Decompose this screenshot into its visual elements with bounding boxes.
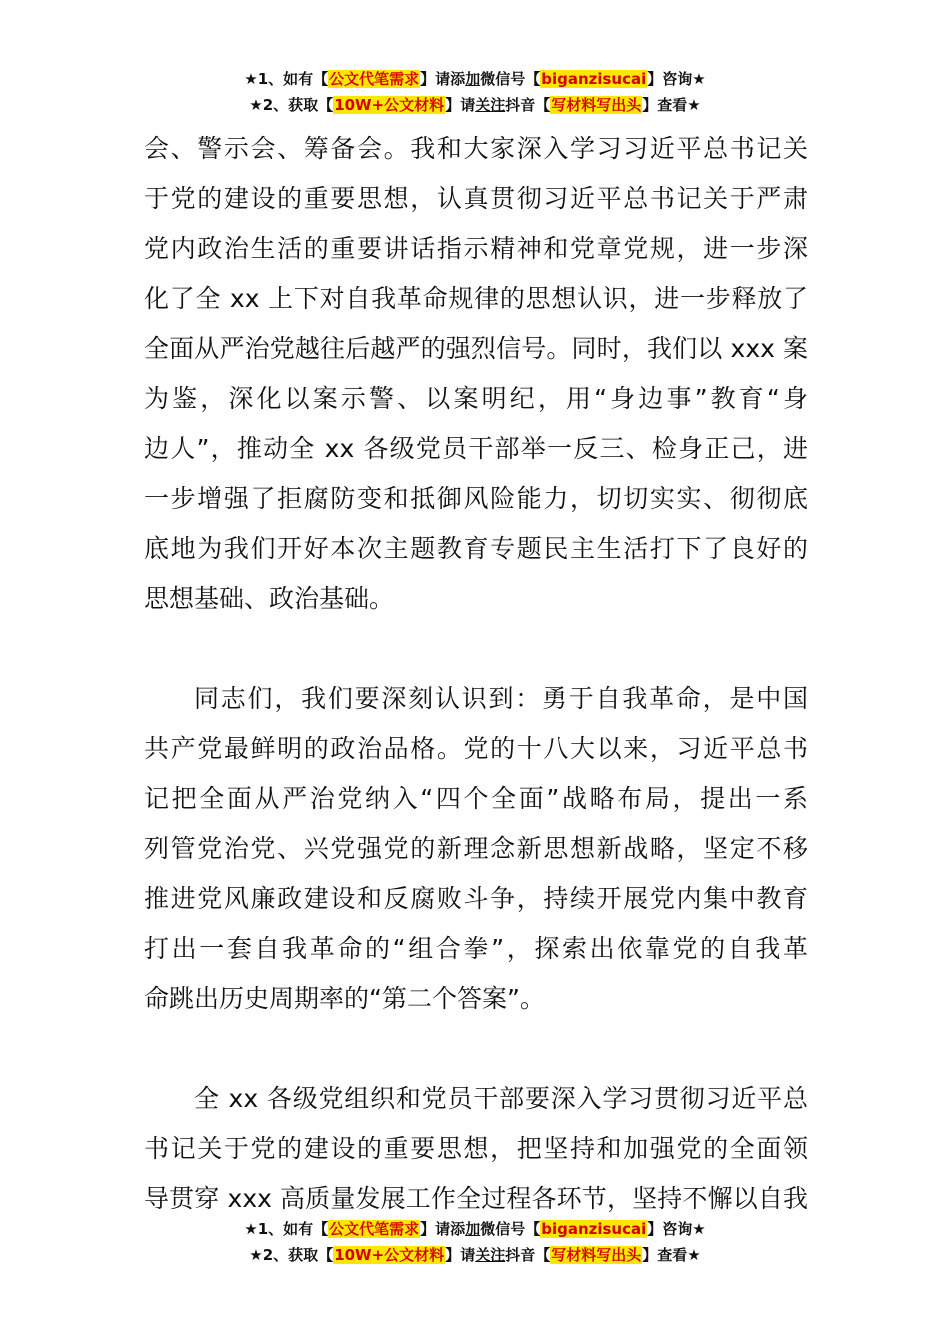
highlight-douyin-account: 写材料写出头 bbox=[551, 96, 642, 114]
text-line: 一步增强了拒腐防变和抵御风险能力，切切实实、彻彻底 bbox=[144, 484, 808, 513]
text-line: 打出一套自我革命的“组合拳”，探索出依靠党的自我革 bbox=[144, 934, 808, 963]
text-line: 列管党治党、兴党强党的新理念新思想新战略，坚定不移 bbox=[144, 834, 808, 863]
highlight-wechat-id: biganzisucai bbox=[541, 1220, 647, 1238]
text-line: 底地为我们开好本次主题教育专题民主生活打下了良好的 bbox=[144, 534, 808, 563]
text-line: 思想基础、政治基础。 bbox=[144, 584, 395, 613]
text-line: 边人”，推动全 xx 各级党员干部举一反三、检身正己，进 bbox=[144, 434, 808, 463]
text-line: 命跳出历史周期率的“第二个答案”。 bbox=[144, 984, 545, 1013]
highlight-service: 公文代笔需求 bbox=[329, 70, 420, 88]
text-line: 全 xx 各级党组织和党员干部要深入学习贯彻习近平总 bbox=[194, 1084, 808, 1113]
highlight-wechat-id: biganzisucai bbox=[541, 70, 647, 88]
paragraph-2 bbox=[144, 674, 808, 1024]
text-line: 全面从严治党越往后越严的强烈信号。同时，我们以 xxx 案 bbox=[144, 334, 808, 363]
text-line: 同志们，我们要深刻认识到：勇于自我革命，是中国 bbox=[194, 684, 808, 713]
text-line: 书记关于党的建设的重要思想，把坚持和加强党的全面领 bbox=[144, 1134, 808, 1163]
text-line: 导贯穿 xxx 高质量发展工作全过程各环节，坚持不懈以自我 bbox=[144, 1184, 808, 1213]
highlight-materials: 10W+公文材料 bbox=[334, 1246, 445, 1264]
header-banner-line-2: ★2、获取【10W+公文材料】请关注抖音【写材料写出头】查看★ bbox=[249, 96, 701, 114]
paragraph-gap bbox=[144, 1024, 808, 1074]
text-line: 化了全 xx 上下对自我革命规律的思想认识，进一步释放了 bbox=[144, 284, 808, 313]
footer-banner bbox=[0, 1216, 950, 1268]
footer-banner-line-2: ★2、获取【10W+公文材料】请关注抖音【写材料写出头】查看★ bbox=[249, 1246, 701, 1264]
footer-banner-line-1: ★1、如有【公文代笔需求】请添加微信号【biganzisucai】咨询★ bbox=[244, 1220, 706, 1238]
text-line: 共产党最鲜明的政治品格。党的十八大以来，习近平总书 bbox=[144, 734, 808, 763]
paragraph-3 bbox=[144, 1074, 808, 1224]
text-line: 于党的建设的重要思想，认真贯彻习近平总书记关于严肃 bbox=[144, 184, 808, 213]
highlight-douyin-account: 写材料写出头 bbox=[551, 1246, 642, 1264]
text-line: 记把全面从严治党纳入“四个全面”战略布局，提出一系 bbox=[144, 784, 808, 813]
text-line: 党内政治生活的重要讲话指示精神和党章党规，进一步深 bbox=[144, 234, 808, 263]
paragraph-gap bbox=[144, 624, 808, 674]
paragraph-1 bbox=[144, 124, 808, 624]
text-line: 会、警示会、筹备会。我和大家深入学习习近平总书记关 bbox=[144, 134, 808, 163]
highlight-materials: 10W+公文材料 bbox=[334, 96, 445, 114]
text-line: 为鉴，深化以案示警、以案明纪，用“身边事”教育“身 bbox=[144, 384, 808, 413]
highlight-service: 公文代笔需求 bbox=[329, 1220, 420, 1238]
document-body bbox=[144, 124, 808, 1224]
header-banner-line-1: ★1、如有【公文代笔需求】请添加微信号【biganzisucai】咨询★ bbox=[244, 70, 706, 88]
header-banner bbox=[0, 66, 950, 118]
text-line: 推进党风廉政建设和反腐败斗争，持续开展党内集中教育 bbox=[144, 884, 808, 913]
